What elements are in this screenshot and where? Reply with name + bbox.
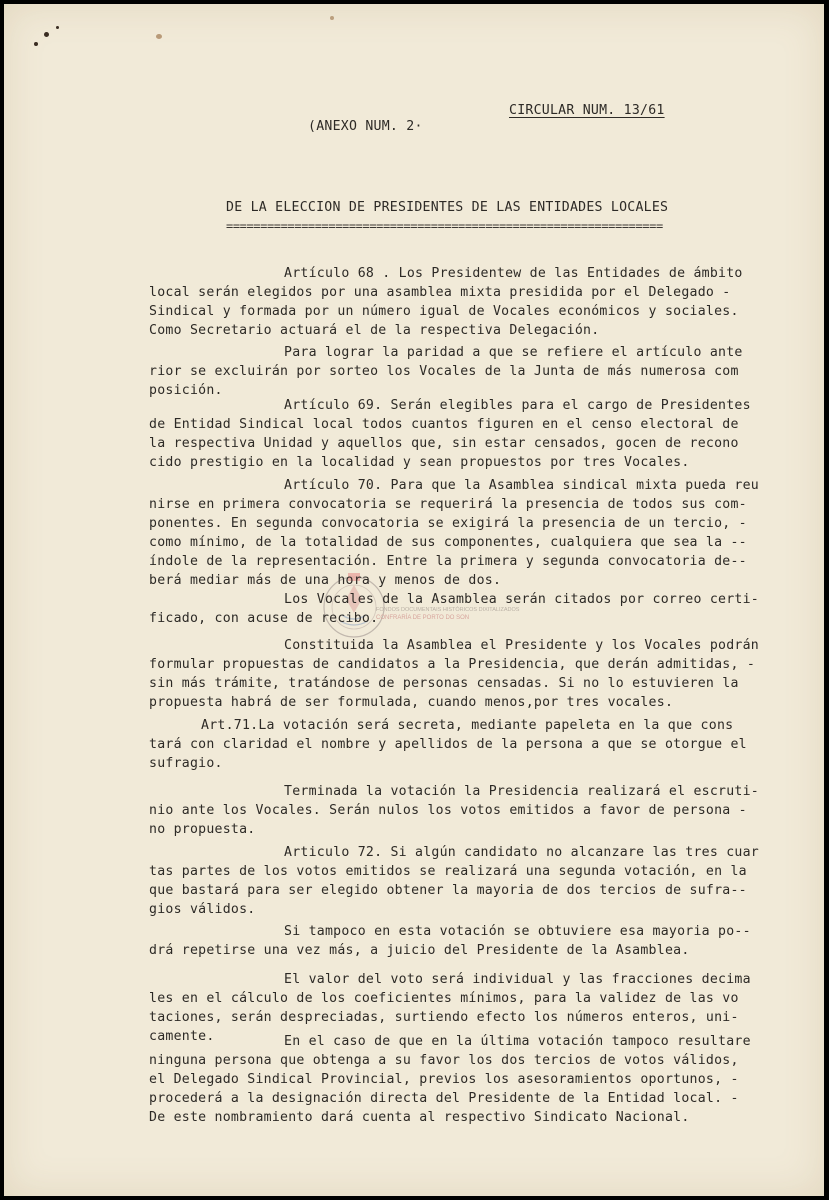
text-line: camente. bbox=[149, 1029, 215, 1044]
text-line: Artículo 69. Serán elegibles para el cargo de Presidentes bbox=[284, 398, 751, 413]
text-line: Sindical y formada por un número igual de Vocales económicos y sociales. bbox=[149, 304, 739, 319]
text-line: nio ante los Vocales. Serán nulos los votos emitidos a favor de persona - bbox=[149, 803, 747, 818]
ink-spot bbox=[56, 26, 59, 29]
text-line: nirse en primera convocatoria se requerirá la presencia de todos sus com- bbox=[149, 497, 747, 512]
text-line: El valor del voto será individual y las fracciones decima bbox=[284, 972, 751, 987]
text-line: Articulo 72. Si algún candidato no alcanzare las tres cuar bbox=[284, 845, 759, 860]
stamp-line-1: FONDOS DOCUMENTAIS HISTÓRICOS DIXITALIZADOS bbox=[376, 607, 520, 613]
ink-spot bbox=[44, 32, 49, 37]
text-line: Si tampoco en esta votación se obtuviere esa mayoria po-- bbox=[284, 924, 751, 939]
circular-number: CIRCULAR NUM. 13/61 bbox=[509, 103, 665, 118]
text-line: drá repetirse una vez más, a juicio del Presidente de la Asamblea. bbox=[149, 943, 690, 958]
text-line: el Delegado Sindical Provincial, previos los asesoramientos oportunos, - bbox=[149, 1072, 739, 1087]
text-line: Art.71.La votación será secreta, mediante papeleta en la que cons bbox=[201, 718, 734, 733]
text-line: ponentes. En segunda convocatoria se exigirá la presencia de un tercio, - bbox=[149, 516, 747, 531]
text-line: Constituida la Asamblea el Presidente y los Vocales podrán bbox=[284, 638, 759, 653]
text-line: no propuesta. bbox=[149, 822, 256, 837]
document-title: DE LA ELECCION DE PRESIDENTES DE LAS ENTIDADES LOCALES bbox=[226, 200, 669, 215]
text-line: tas partes de los votos emitidos se realizará una segunda votación, en la bbox=[149, 864, 747, 879]
text-line: Artículo 68 . Los Presidentew de las Entidades de ámbito bbox=[284, 266, 743, 281]
text-line: En el caso de que en la última votación tampoco resultare bbox=[284, 1034, 751, 1049]
text-line: rior se excluirán por sorteo los Vocales de la Junta de más numerosa com bbox=[149, 364, 739, 379]
text-line: les en el cálculo de los coeficientes mínimos, para la validez de las vo bbox=[149, 991, 739, 1006]
text-line: propuesta habrá de ser formulada, cuando menos,por tres vocales. bbox=[149, 695, 674, 710]
text-line: índole de la representación. Entre la primera y segunda convocatoria de-- bbox=[149, 554, 747, 569]
anexo-label: (ANEXO NUM. 2· bbox=[308, 119, 423, 134]
document-page bbox=[4, 4, 824, 1196]
text-line: taciones, serán despreciadas, surtiendo efecto los números enteros, uni- bbox=[149, 1010, 739, 1025]
text-line: ficado, con acuse de recibo. bbox=[149, 611, 379, 626]
ink-spot bbox=[330, 16, 334, 20]
text-line: formular propuestas de candidatos a la Presidencia, que derán admitidas, - bbox=[149, 657, 756, 672]
text-line: berá mediar más de una hora y menos de dos. bbox=[149, 573, 502, 588]
text-line: local serán elegidos por una asamblea mixta presidida por el Delegado - bbox=[149, 285, 731, 300]
text-line: tará con claridad el nombre y apellidos de la persona a que se otorgue el bbox=[149, 737, 747, 752]
text-line: de Entidad Sindical local todos cuantos figuren en el censo electoral de bbox=[149, 417, 739, 432]
text-line: gios válidos. bbox=[149, 902, 256, 917]
text-line: Para lograr la paridad a que se refiere el artículo ante bbox=[284, 345, 743, 360]
text-line: De este nombramiento dará cuenta al respectivo Sindicato Nacional. bbox=[149, 1110, 690, 1125]
text-line: sin más trámite, tratándose de personas censadas. Si no lo estuvieren la bbox=[149, 676, 739, 691]
text-line: sufragio. bbox=[149, 756, 223, 771]
text-line: cido prestigio en la localidad y sean propuestos por tres Vocales. bbox=[149, 455, 690, 470]
text-line: Los Vocales de la Asamblea serán citados por correo certi- bbox=[284, 592, 759, 607]
text-line: que bastará para ser elegido obtener la mayoria de dos tercios de sufra-- bbox=[149, 883, 747, 898]
text-line: posición. bbox=[149, 383, 223, 398]
text-line: procederá a la designación directa del Presidente de la Entidad local. - bbox=[149, 1091, 739, 1106]
text-line: Terminada la votación la Presidencia realizará el escruti- bbox=[284, 784, 759, 799]
ink-spot bbox=[156, 34, 162, 39]
stamp-line-2: CONFRARÍA DE PORTO DO SON bbox=[376, 615, 470, 621]
text-line: Artículo 70. Para que la Asamblea sindical mixta pueda reu bbox=[284, 478, 759, 493]
text-line: ninguna persona que obtenga a su favor los dos tercios de votos válidos, bbox=[149, 1053, 739, 1068]
title-double-rule: ================================================================ bbox=[226, 219, 663, 233]
ink-spot bbox=[34, 42, 38, 46]
text-line: la respectiva Unidad y aquellos que, sin estar censados, gocen de recono bbox=[149, 436, 739, 451]
text-line: Como Secretario actuará el de la respectiva Delegación. bbox=[149, 323, 600, 338]
text-line: como mínimo, de la totalidad de sus componentes, cualquiera que sea la -- bbox=[149, 535, 747, 550]
